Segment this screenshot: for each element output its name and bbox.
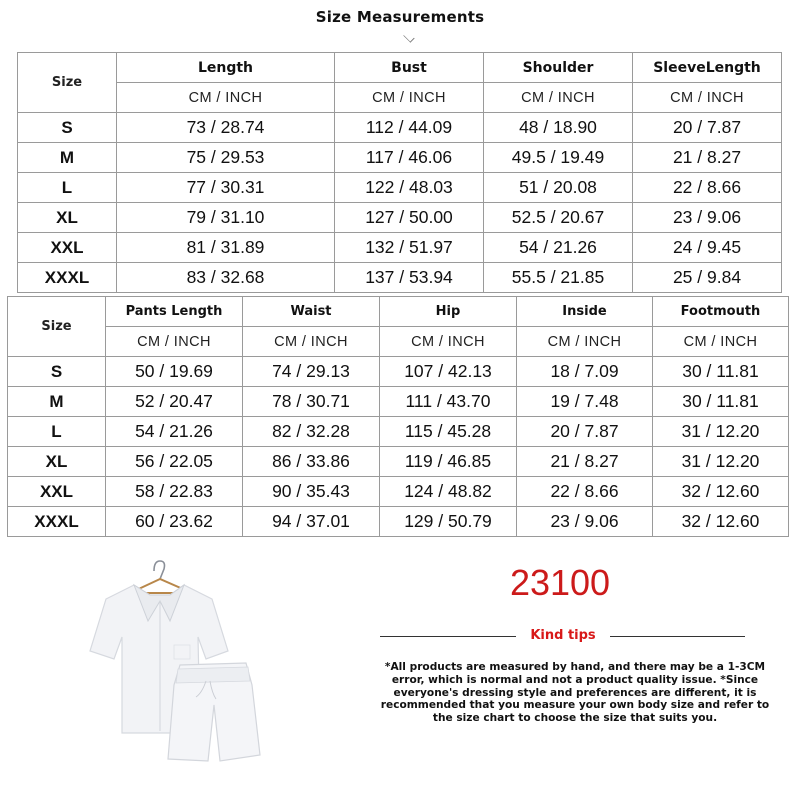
value-cell: 73 / 28.74 <box>117 113 335 143</box>
table-row <box>8 447 789 477</box>
value-cell: 107 / 42.13 <box>380 357 517 387</box>
divider <box>380 636 516 637</box>
kind-tips-title: Kind tips <box>530 628 596 643</box>
table-row <box>18 263 782 293</box>
value-cell: 54 / 21.26 <box>484 233 633 263</box>
value-cell: 115 / 45.28 <box>380 417 517 447</box>
value-cell: 129 / 50.79 <box>380 507 517 537</box>
value-cell: 90 / 35.43 <box>243 477 380 507</box>
size-header: Size <box>18 53 117 113</box>
value-cell: 117 / 46.06 <box>335 143 484 173</box>
value-cell: 79 / 31.10 <box>117 203 335 233</box>
value-cell: 23 / 9.06 <box>517 507 653 537</box>
table-row <box>8 357 789 387</box>
size-header: Size <box>8 297 106 357</box>
unit-row <box>18 83 782 113</box>
value-cell: 18 / 7.09 <box>517 357 653 387</box>
size-cell: XXXL <box>8 507 106 537</box>
value-cell: 22 / 8.66 <box>633 173 782 203</box>
unit-label: CM / INCH <box>484 83 633 113</box>
value-cell: 122 / 48.03 <box>335 173 484 203</box>
table-row <box>8 477 789 507</box>
value-cell: 30 / 11.81 <box>653 387 789 417</box>
column-header-length: Length <box>117 53 335 83</box>
value-cell: 52 / 20.47 <box>106 387 243 417</box>
column-header-pants-length: Pants Length <box>106 297 243 327</box>
table-row <box>8 417 789 447</box>
value-cell: 112 / 44.09 <box>335 113 484 143</box>
size-cell: M <box>18 143 117 173</box>
size-cell: XL <box>18 203 117 233</box>
value-cell: 19 / 7.48 <box>517 387 653 417</box>
table-header-row <box>18 53 782 83</box>
value-cell: 49.5 / 19.49 <box>484 143 633 173</box>
value-cell: 30 / 11.81 <box>653 357 789 387</box>
value-cell: 31 / 12.20 <box>653 447 789 477</box>
column-header-waist: Waist <box>243 297 380 327</box>
size-cell: S <box>18 113 117 143</box>
value-cell: 83 / 32.68 <box>117 263 335 293</box>
unit-label: CM / INCH <box>335 83 484 113</box>
value-cell: 52.5 / 20.67 <box>484 203 633 233</box>
size-cell: L <box>18 173 117 203</box>
value-cell: 22 / 8.66 <box>517 477 653 507</box>
unit-label: CM / INCH <box>243 327 380 357</box>
column-header-hip: Hip <box>380 297 517 327</box>
product-code: 23100 <box>509 562 611 603</box>
unit-label: CM / INCH <box>633 83 782 113</box>
value-cell: 74 / 29.13 <box>243 357 380 387</box>
size-cell: XL <box>8 447 106 477</box>
shirt-and-shorts-icon <box>70 555 290 785</box>
size-cell: S <box>8 357 106 387</box>
column-header-bust: Bust <box>335 53 484 83</box>
value-cell: 124 / 48.82 <box>380 477 517 507</box>
value-cell: 32 / 12.60 <box>653 477 789 507</box>
column-header-shoulder: Shoulder <box>484 53 633 83</box>
value-cell: 31 / 12.20 <box>653 417 789 447</box>
page-title: Size Measurements <box>315 8 485 26</box>
bottom-size-table <box>7 296 789 537</box>
table-header-row <box>8 297 789 327</box>
table-row <box>18 173 782 203</box>
chevron-down-icon <box>403 31 414 42</box>
table-row <box>8 507 789 537</box>
table-row <box>18 143 782 173</box>
value-cell: 137 / 53.94 <box>335 263 484 293</box>
value-cell: 132 / 51.97 <box>335 233 484 263</box>
value-cell: 24 / 9.45 <box>633 233 782 263</box>
value-cell: 55.5 / 21.85 <box>484 263 633 293</box>
value-cell: 81 / 31.89 <box>117 233 335 263</box>
size-cell: M <box>8 387 106 417</box>
size-cell: L <box>8 417 106 447</box>
size-cell: XXL <box>8 477 106 507</box>
value-cell: 50 / 19.69 <box>106 357 243 387</box>
table-row <box>18 233 782 263</box>
value-cell: 127 / 50.00 <box>335 203 484 233</box>
value-cell: 23 / 9.06 <box>633 203 782 233</box>
value-cell: 54 / 21.26 <box>106 417 243 447</box>
value-cell: 86 / 33.86 <box>243 447 380 477</box>
value-cell: 32 / 12.60 <box>653 507 789 537</box>
top-size-table <box>17 52 782 293</box>
value-cell: 20 / 7.87 <box>517 417 653 447</box>
column-header-sleeve-length: SleeveLength <box>633 53 782 83</box>
value-cell: 78 / 30.71 <box>243 387 380 417</box>
column-header-inside: Inside <box>517 297 653 327</box>
value-cell: 48 / 18.90 <box>484 113 633 143</box>
value-cell: 60 / 23.62 <box>106 507 243 537</box>
value-cell: 25 / 9.84 <box>633 263 782 293</box>
product-image <box>70 555 290 785</box>
unit-label: CM / INCH <box>517 327 653 357</box>
value-cell: 21 / 8.27 <box>517 447 653 477</box>
value-cell: 20 / 7.87 <box>633 113 782 143</box>
kind-tips-text: *All products are measured by hand, and there may be a 1-3CM error, which is normal and not a product quality issue. *Since everyone's dressing style and preferences are different, it is recommended that you measure your own body size and refer to the size chart to choose the size that suits you. <box>380 661 770 725</box>
size-cell: XXL <box>18 233 117 263</box>
unit-row <box>8 327 789 357</box>
value-cell: 21 / 8.27 <box>633 143 782 173</box>
table-row <box>8 387 789 417</box>
value-cell: 111 / 43.70 <box>380 387 517 417</box>
unit-label: CM / INCH <box>117 83 335 113</box>
table-row <box>18 203 782 233</box>
unit-label: CM / INCH <box>106 327 243 357</box>
value-cell: 75 / 29.53 <box>117 143 335 173</box>
value-cell: 82 / 32.28 <box>243 417 380 447</box>
value-cell: 56 / 22.05 <box>106 447 243 477</box>
unit-label: CM / INCH <box>380 327 517 357</box>
value-cell: 58 / 22.83 <box>106 477 243 507</box>
size-cell: XXXL <box>18 263 117 293</box>
value-cell: 94 / 37.01 <box>243 507 380 537</box>
unit-label: CM / INCH <box>653 327 789 357</box>
value-cell: 77 / 30.31 <box>117 173 335 203</box>
value-cell: 119 / 46.85 <box>380 447 517 477</box>
column-header-footmouth: Footmouth <box>653 297 789 327</box>
value-cell: 51 / 20.08 <box>484 173 633 203</box>
divider <box>610 636 745 637</box>
table-row <box>18 113 782 143</box>
